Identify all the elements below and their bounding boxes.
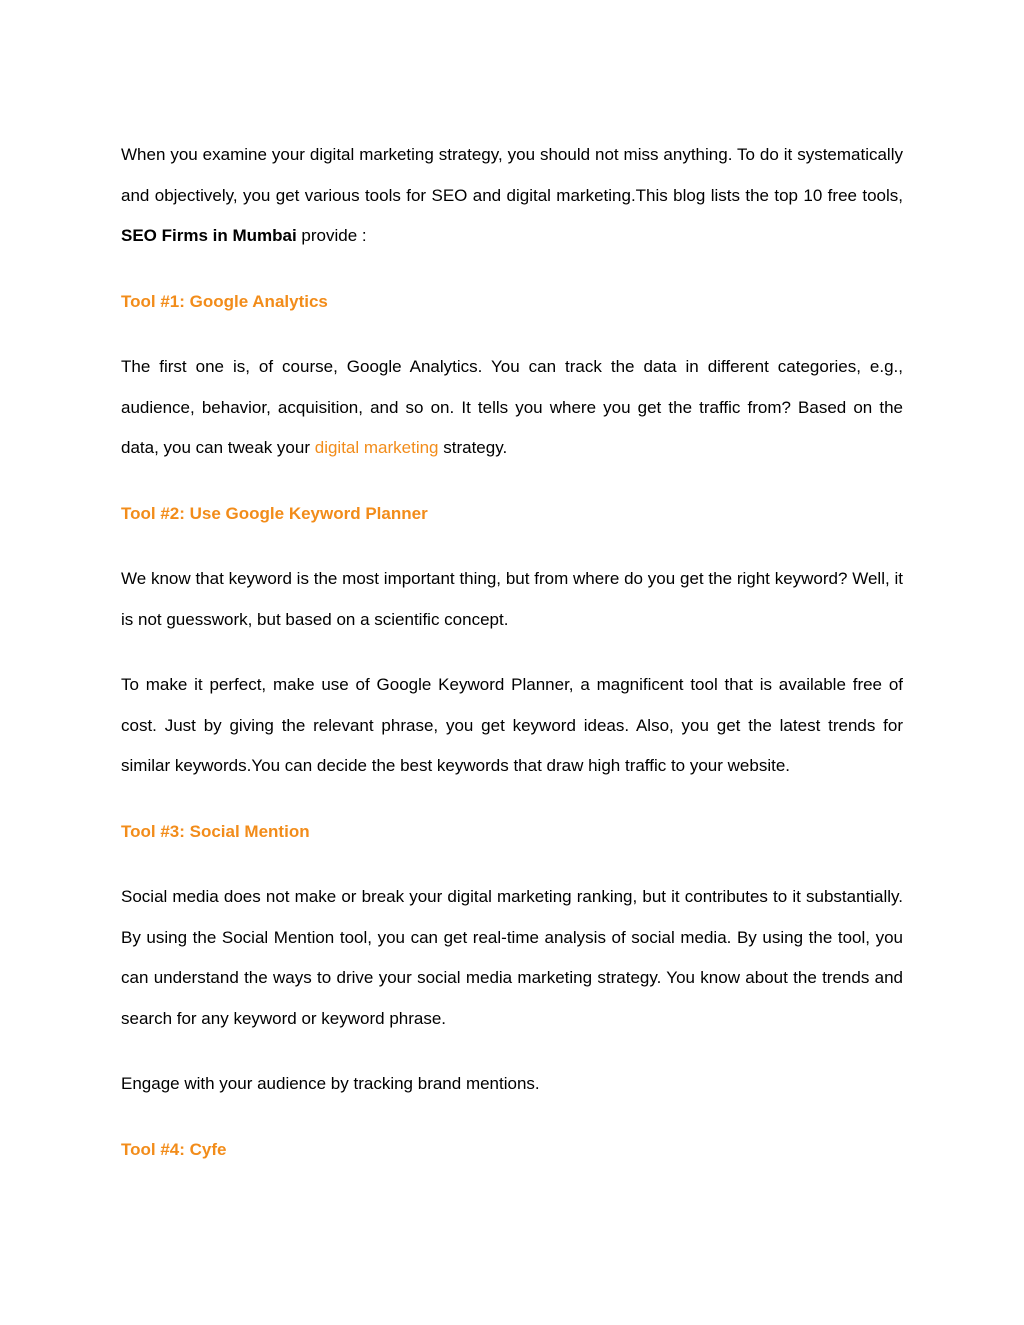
tool2-paragraph-2: To make it perfect, make use of Google Keyword Planner, a magnificent tool that is available free of cost. Just by giving the relevant phrase, you get keyword ideas. Also, you get the latest trends for similar keywords.You can decide the best keywords that draw high traffic to your website. [121, 675, 903, 775]
tool3-paragraph-2: Engage with your audience by tracking brand mentions. [121, 1074, 540, 1093]
intro-text-end: provide : [296, 226, 367, 245]
tool3-heading: Tool #3: Social Mention [121, 821, 310, 841]
tool1-text: The first one is, of course, Google Analytics. You can track the data in different categories, e.g., audience, behavior, acquisition, and so on. It tells you where you get the traffic from? Based on the data, you can tweak your [121, 357, 903, 457]
digital-marketing-link[interactable]: digital marketing [314, 438, 439, 457]
tool1-paragraph [121, 347, 903, 469]
intro-bold-text: SEO Firms in Mumbai [121, 226, 297, 245]
document-page [121, 135, 903, 1170]
tool1-text-end: strategy. [438, 438, 508, 457]
tool1-heading: Tool #1: Google Analytics [121, 291, 328, 311]
tool4-heading: Tool #4: Cyfe [121, 1139, 227, 1159]
tool2-heading: Tool #2: Use Google Keyword Planner [121, 503, 428, 523]
tool3-paragraph-1: Social media does not make or break your digital marketing ranking, but it contributes to it substantially. By using the Social Mention tool, you can get real-time analysis of social media. By using the tool, you can understand the ways to drive your social media marketing strategy. You know about the trends and search for any keyword or keyword phrase. [121, 887, 903, 1028]
tool2-paragraph-1: We know that keyword is the most important thing, but from where do you get the right keyword? Well, it is not guesswork, but based on a scientific concept. [121, 569, 903, 629]
intro-text: When you examine your digital marketing strategy, you should not miss anything. To do it systematically and objectively, you get various tools for SEO and digital marketing.This blog lists the top 10 free tools, [121, 145, 903, 205]
intro-paragraph [121, 135, 903, 257]
